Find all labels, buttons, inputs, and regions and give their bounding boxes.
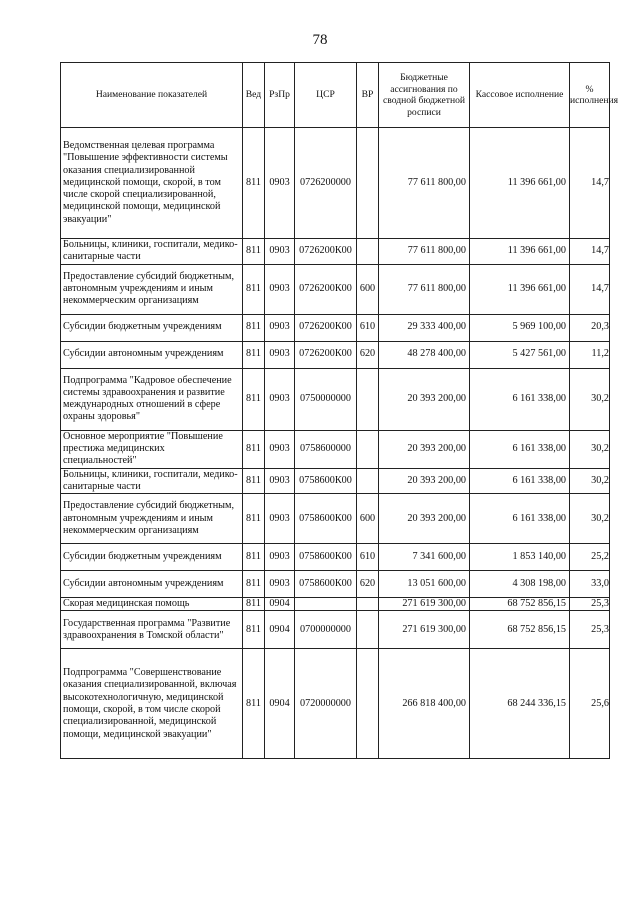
header-cash: Кассовое исполнение (470, 63, 570, 128)
row-name: Подпрограмма "Совершенствование оказания специализированной, включая высокотехнологичную, медицинской помощи, скорой, в том числе скорой специализированной, медицинской помощи, медицинской эвакуации" (61, 649, 243, 759)
row-ved: 811 (243, 128, 265, 239)
row-name: Больницы, клиники, госпитали, медико-санитарные части (61, 239, 243, 265)
row-rzpr: 0903 (265, 430, 295, 468)
row-vr (357, 468, 379, 494)
row-vr (357, 430, 379, 468)
table-row (61, 598, 610, 611)
row-rzpr: 0903 (265, 341, 295, 368)
row-rzpr: 0903 (265, 368, 295, 430)
row-csr: 0726200К00 (295, 314, 357, 341)
row-ved: 811 (243, 430, 265, 468)
row-ved: 811 (243, 239, 265, 265)
table-row (61, 611, 610, 649)
row-ved: 811 (243, 544, 265, 571)
row-csr: 0758600К00 (295, 571, 357, 598)
table-row (61, 341, 610, 368)
header-budget: Бюджетные ассигнования по сводной бюджетной росписи (379, 63, 470, 128)
row-budget: 77 611 800,00 (379, 128, 470, 239)
row-rzpr: 0903 (265, 494, 295, 544)
row-cash: 6 161 338,00 (470, 368, 570, 430)
row-pct: 14,7 (570, 239, 610, 265)
row-budget: 266 818 400,00 (379, 649, 470, 759)
row-vr: 610 (357, 314, 379, 341)
table-body (61, 128, 610, 759)
row-budget: 20 393 200,00 (379, 494, 470, 544)
row-csr: 0700000000 (295, 611, 357, 649)
row-cash: 6 161 338,00 (470, 430, 570, 468)
row-name: Субсидии бюджетным учреждениям (61, 314, 243, 341)
row-budget: 77 611 800,00 (379, 239, 470, 265)
row-csr: 0726200К00 (295, 239, 357, 265)
row-name: Предоставление субсидий бюджетным, автономным учреждениям и иным некоммерческим организациям (61, 264, 243, 314)
table-row (61, 468, 610, 494)
row-budget: 20 393 200,00 (379, 430, 470, 468)
row-vr: 610 (357, 544, 379, 571)
row-csr: 0726200К00 (295, 264, 357, 314)
table-row (61, 314, 610, 341)
page-number: 78 (312, 32, 328, 48)
row-ved: 811 (243, 368, 265, 430)
header-csr: ЦСР (295, 63, 357, 128)
row-budget: 29 333 400,00 (379, 314, 470, 341)
row-pct: 30,2 (570, 494, 610, 544)
row-name: Государственная программа "Развитие здравоохранения в Томской области" (61, 611, 243, 649)
row-ved: 811 (243, 264, 265, 314)
table-row (61, 368, 610, 430)
row-rzpr: 0903 (265, 239, 295, 265)
row-vr (357, 649, 379, 759)
row-ved: 811 (243, 314, 265, 341)
row-rzpr: 0903 (265, 314, 295, 341)
row-rzpr: 0904 (265, 649, 295, 759)
row-rzpr: 0904 (265, 611, 295, 649)
row-name: Субсидии автономным учреждениям (61, 571, 243, 598)
row-name: Больницы, клиники, госпитали, медико-санитарные части (61, 468, 243, 494)
budget-execution-table (60, 62, 619, 759)
table-row (61, 649, 610, 759)
row-budget: 13 051 600,00 (379, 571, 470, 598)
header-ved: Вед (243, 63, 265, 128)
row-vr (357, 128, 379, 239)
row-csr: 0758600К00 (295, 494, 357, 544)
table-row (61, 544, 610, 571)
table-row (61, 430, 610, 468)
row-pct: 25,3 (570, 611, 610, 649)
row-csr (295, 598, 357, 611)
row-budget: 48 278 400,00 (379, 341, 470, 368)
row-csr: 0726200000 (295, 128, 357, 239)
row-vr: 600 (357, 264, 379, 314)
row-csr: 0726200К00 (295, 341, 357, 368)
row-ved: 811 (243, 598, 265, 611)
row-csr: 0758600К00 (295, 468, 357, 494)
row-budget: 271 619 300,00 (379, 598, 470, 611)
row-vr (357, 598, 379, 611)
row-rzpr: 0903 (265, 128, 295, 239)
row-pct: 25,3 (570, 598, 610, 611)
row-pct: 30,2 (570, 430, 610, 468)
row-vr: 620 (357, 341, 379, 368)
row-csr: 0758600000 (295, 430, 357, 468)
row-pct: 20,3 (570, 314, 610, 341)
row-ved: 811 (243, 649, 265, 759)
header-rzpr: РзПр (265, 63, 295, 128)
table-row (61, 264, 610, 314)
row-cash: 5 969 100,00 (470, 314, 570, 341)
row-vr: 600 (357, 494, 379, 544)
row-name: Субсидии бюджетным учреждениям (61, 544, 243, 571)
row-ved: 811 (243, 468, 265, 494)
header-vr: ВР (357, 63, 379, 128)
table-row (61, 494, 610, 544)
row-name: Подпрограмма "Кадровое обеспечение системы здравоохранения и развитие международных отношений в сфере охраны здоровья" (61, 368, 243, 430)
row-cash: 6 161 338,00 (470, 494, 570, 544)
row-cash: 11 396 661,00 (470, 239, 570, 265)
row-rzpr: 0903 (265, 571, 295, 598)
row-budget: 20 393 200,00 (379, 468, 470, 494)
row-pct: 25,2 (570, 544, 610, 571)
row-ved: 811 (243, 341, 265, 368)
row-cash: 68 244 336,15 (470, 649, 570, 759)
row-ved: 811 (243, 571, 265, 598)
row-rzpr: 0903 (265, 468, 295, 494)
row-budget: 7 341 600,00 (379, 544, 470, 571)
row-ved: 811 (243, 611, 265, 649)
row-ved: 811 (243, 494, 265, 544)
row-cash: 68 752 856,15 (470, 611, 570, 649)
row-budget: 20 393 200,00 (379, 368, 470, 430)
table-header-row (61, 63, 610, 128)
row-cash: 11 396 661,00 (470, 264, 570, 314)
row-name: Основное мероприятие "Повышение престижа медицинских специальностей" (61, 430, 243, 468)
row-cash: 4 308 198,00 (470, 571, 570, 598)
table-row (61, 128, 610, 239)
header-name: Наименование показателей (61, 63, 243, 128)
row-cash: 5 427 561,00 (470, 341, 570, 368)
row-pct: 30,2 (570, 468, 610, 494)
row-pct: 11,2 (570, 341, 610, 368)
row-rzpr: 0903 (265, 544, 295, 571)
row-cash: 68 752 856,15 (470, 598, 570, 611)
row-cash: 6 161 338,00 (470, 468, 570, 494)
row-name: Предоставление субсидий бюджетным, автономным учреждениям и иным некоммерческим организациям (61, 494, 243, 544)
header-pct: % исполнения (570, 63, 610, 128)
row-pct: 14,7 (570, 264, 610, 314)
table-row (61, 571, 610, 598)
row-vr (357, 368, 379, 430)
row-pct: 14,7 (570, 128, 610, 239)
table-row (61, 239, 610, 265)
row-vr (357, 611, 379, 649)
row-cash: 11 396 661,00 (470, 128, 570, 239)
row-vr (357, 239, 379, 265)
row-csr: 0750000000 (295, 368, 357, 430)
row-cash: 1 853 140,00 (470, 544, 570, 571)
row-vr: 620 (357, 571, 379, 598)
row-budget: 77 611 800,00 (379, 264, 470, 314)
row-budget: 271 619 300,00 (379, 611, 470, 649)
row-rzpr: 0904 (265, 598, 295, 611)
row-name: Скорая медицинская помощь (61, 598, 243, 611)
row-pct: 30,2 (570, 368, 610, 430)
row-name: Ведомственная целевая программа "Повышение эффективности системы оказания специализированной медицинской помощи, скорой, в том числе скорой специализированной, медицинской помощи, медицинской эвакуации" (61, 128, 243, 239)
row-csr: 0758600К00 (295, 544, 357, 571)
row-pct: 33,0 (570, 571, 610, 598)
row-csr: 0720000000 (295, 649, 357, 759)
row-name: Субсидии автономным учреждениям (61, 341, 243, 368)
row-pct: 25,6 (570, 649, 610, 759)
row-rzpr: 0903 (265, 264, 295, 314)
